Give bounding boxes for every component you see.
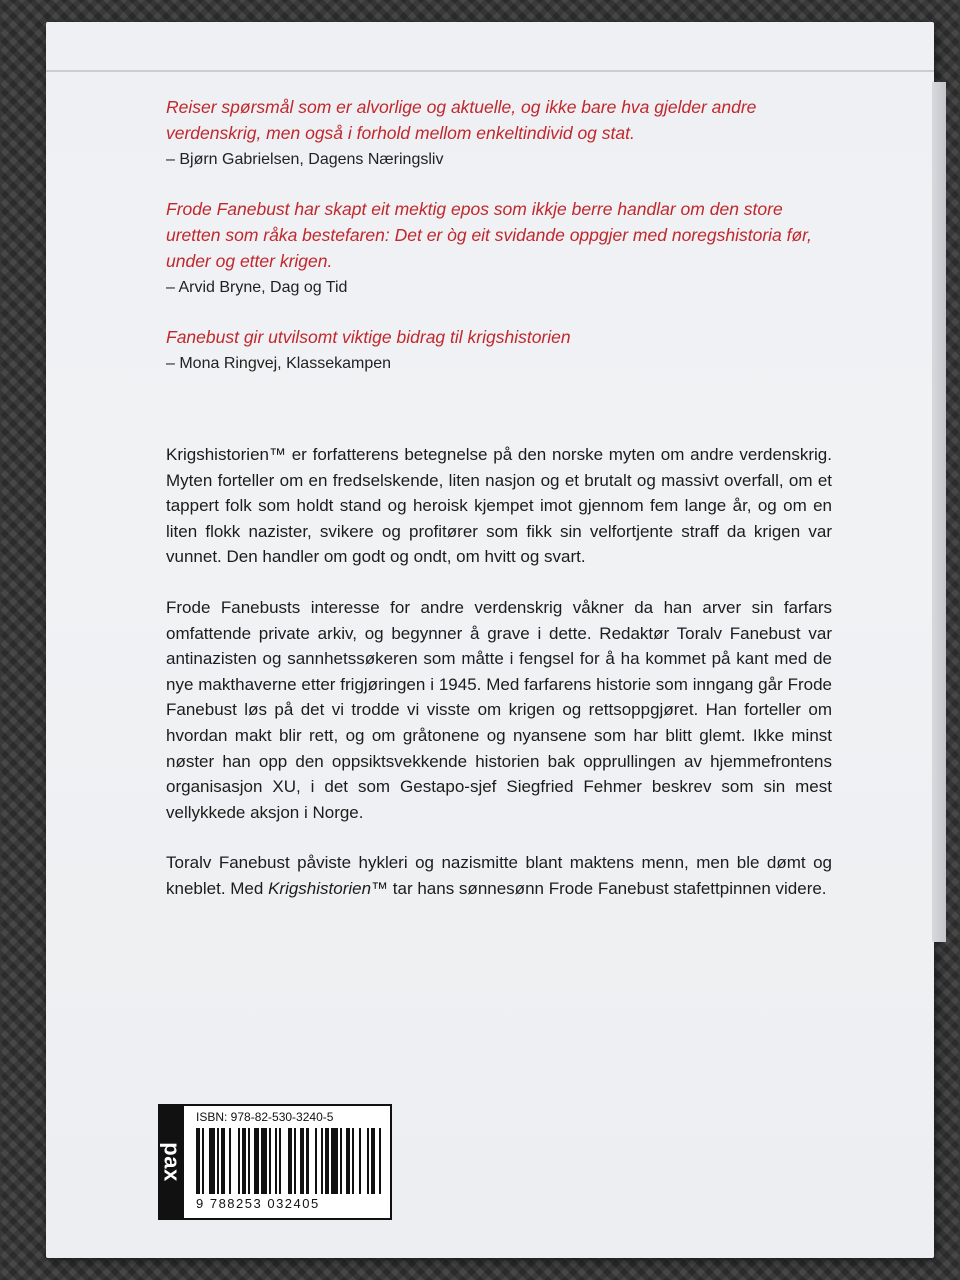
blurb-paragraph-2: Frode Fanebusts interesse for andre verdenskrig våkner da han arver sin farfars omfattende private arkiv, og begynner å grave i dette. Redaktør Toralv Fanebust var antinazisten og sannhetssøkeren som måtte i fengsel for å ha kommet på kant med de nye makthaverne etter frigjøringen i 1945. Med farfarens historie som inngang går Frode Fanebust løs på det vi trodde vi visste om krigen og rettsoppgjøret. Han forteller om hvordan makt blir rett, og om gråtonene og nyansene som har blitt glemt. Ikke minst nøster han opp den oppsiktsvekkende historien bak opprullingen av hjemmefrontens organisasjon XU, i det som Gestapo-sjef Siegfried Fehmer beskrev som sin mest vellykkede aksjon i Norge. xyxy=(166,597,832,822)
blurb-paragraph-1: Krigshistorien™ er forfatterens betegnelse på den norske myten om andre verdenskrig. Myten forteller om en fredselskende, liten nasjon og et brutalt og massivt overfall, om et tappert folk som holdt stand og heroisk kjempet imot gjennom fem lange år, og om en liten flokk nazister, svikere og profitører som fikk sin velfortjente straff da krigen var vunnet. Den handler om godt og ondt, om hvitt og svart. xyxy=(166,445,832,567)
review-2 xyxy=(166,196,832,300)
publisher-logo xyxy=(160,1106,184,1218)
review-quote: Reiser spørsmål som er alvorlige og aktuelle, og ikke bare hva gjelder andre verdenskrig, men også i forhold mellom enkeltindivid og stat. xyxy=(166,97,757,143)
publisher-logo-text: pax xyxy=(160,1142,186,1182)
review-1 xyxy=(166,94,832,172)
barcode-box xyxy=(158,1104,392,1220)
book-back-cover xyxy=(46,22,934,1258)
review-attribution: – Arvid Bryne, Dag og Tid xyxy=(166,279,348,296)
review-quote: Fanebust gir utvilsomt viktige bidrag til krigshistorien xyxy=(166,327,571,347)
spine-edge xyxy=(932,82,946,942)
barcode-bars xyxy=(196,1128,382,1194)
cover-text xyxy=(166,94,832,927)
blurb-text: Toralv Fanebust påviste hykleri og nazismitte blant maktens menn, men ble dømt og kneblet. Med xyxy=(166,853,832,898)
isbn-label: ISBN: 978-82-530-3240-5 xyxy=(196,1110,334,1124)
ean-number: 9 788253 032405 xyxy=(196,1196,320,1211)
review-attribution: – Mona Ringvej, Klassekampen xyxy=(166,355,392,372)
barcode-bar xyxy=(379,1128,381,1194)
blurb-text: tar hans sønnesønn Frode Fanebust stafettpinnen videre. xyxy=(388,878,827,898)
review-attribution: – Bjørn Gabrielsen, Dagens Næringsliv xyxy=(166,151,444,168)
book-title: Krigshistorien™ xyxy=(268,878,389,898)
review-3 xyxy=(166,324,832,376)
review-quote: Frode Fanebust har skapt eit mektig epos som ikkje berre handlar om den store uretten som råka bestefaren: Det er òg eit svidande oppgjer med noregshistoria før, under og etter krigen. xyxy=(166,199,812,271)
blurb-paragraph-3 xyxy=(166,850,832,901)
